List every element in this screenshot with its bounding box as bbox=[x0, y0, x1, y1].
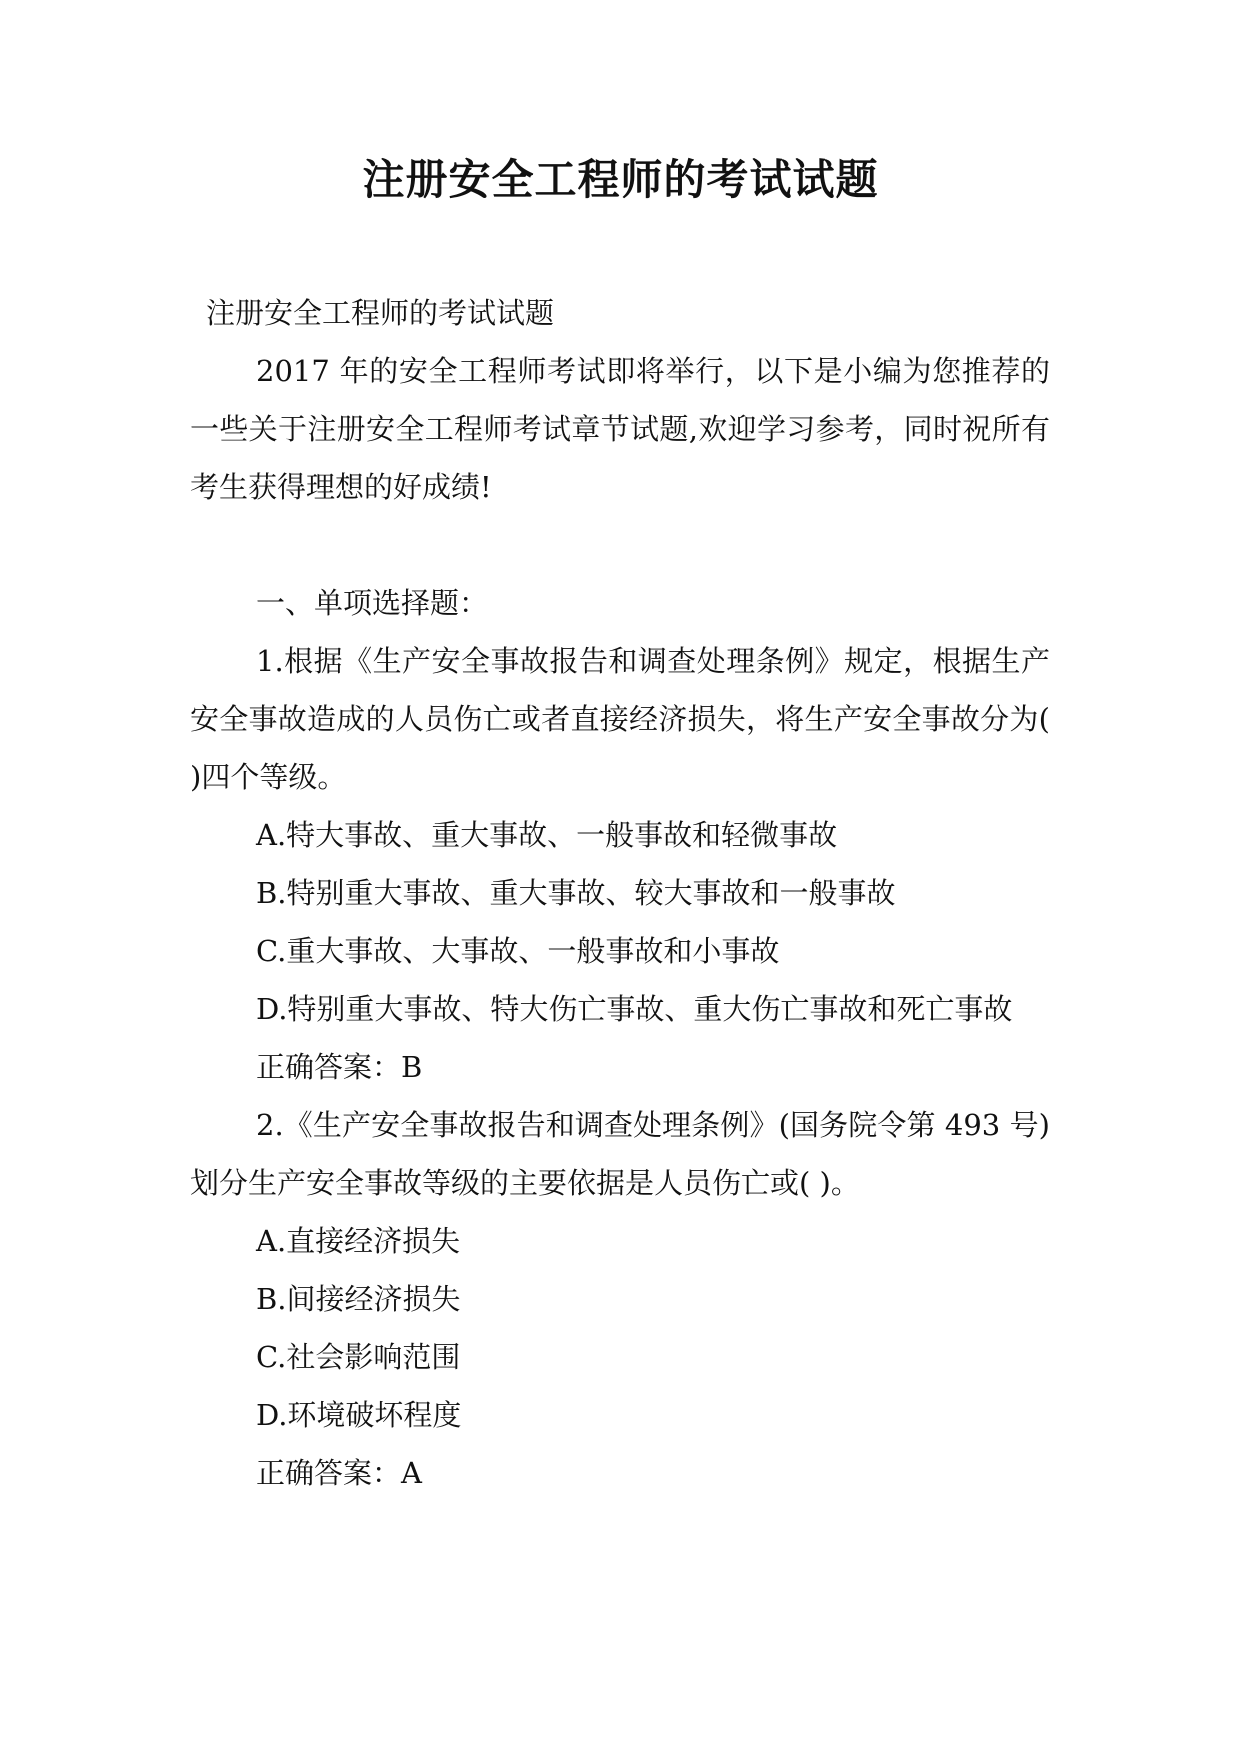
option-a: A.特大事故、重大事故、一般事故和轻微事故 bbox=[256, 818, 838, 852]
paragraph-gap bbox=[190, 516, 1050, 574]
option-d: D.环境破坏程度 bbox=[256, 1398, 462, 1432]
question-stem: 2.《生产安全事故报告和调查处理条例》(国务院令第 493 号)划分生产安全事故等级的主要依据是人员伤亡或( )。 bbox=[190, 1108, 1050, 1200]
document-body bbox=[190, 284, 1050, 1502]
document-subtitle: 注册安全工程师的考试试题 bbox=[206, 296, 555, 330]
answer-line: 正确答案：A bbox=[256, 1456, 422, 1490]
section-heading: 一、单项选择题： bbox=[256, 586, 489, 620]
option-b: B.特别重大事故、重大事故、较大事故和一般事故 bbox=[256, 876, 896, 910]
document-title: 注册安全工程师的考试试题 bbox=[362, 155, 879, 204]
option-c: C.重大事故、大事故、一般事故和小事故 bbox=[256, 934, 780, 968]
option-c: C.社会影响范围 bbox=[256, 1340, 461, 1374]
option-a: A.直接经济损失 bbox=[256, 1224, 461, 1258]
question-stem: 1.根据《生产安全事故报告和调查处理条例》规定，根据生产安全事故造成的人员伤亡或者直接经济损失，将生产安全事故分为( )四个等级。 bbox=[190, 644, 1050, 794]
question-2 bbox=[190, 1096, 1050, 1502]
option-d: D.特别重大事故、特大伤亡事故、重大伤亡事故和死亡事故 bbox=[256, 992, 1013, 1026]
answer-line: 正确答案：B bbox=[256, 1050, 423, 1084]
option-b: B.间接经济损失 bbox=[256, 1282, 461, 1316]
intro-paragraph: 2017 年的安全工程师考试即将举行，以下是小编为您推荐的一些关于注册安全工程师考试章节试题,欢迎学习参考，同时祝所有考生获得理想的好成绩! bbox=[190, 354, 1050, 504]
question-1 bbox=[190, 632, 1050, 1096]
